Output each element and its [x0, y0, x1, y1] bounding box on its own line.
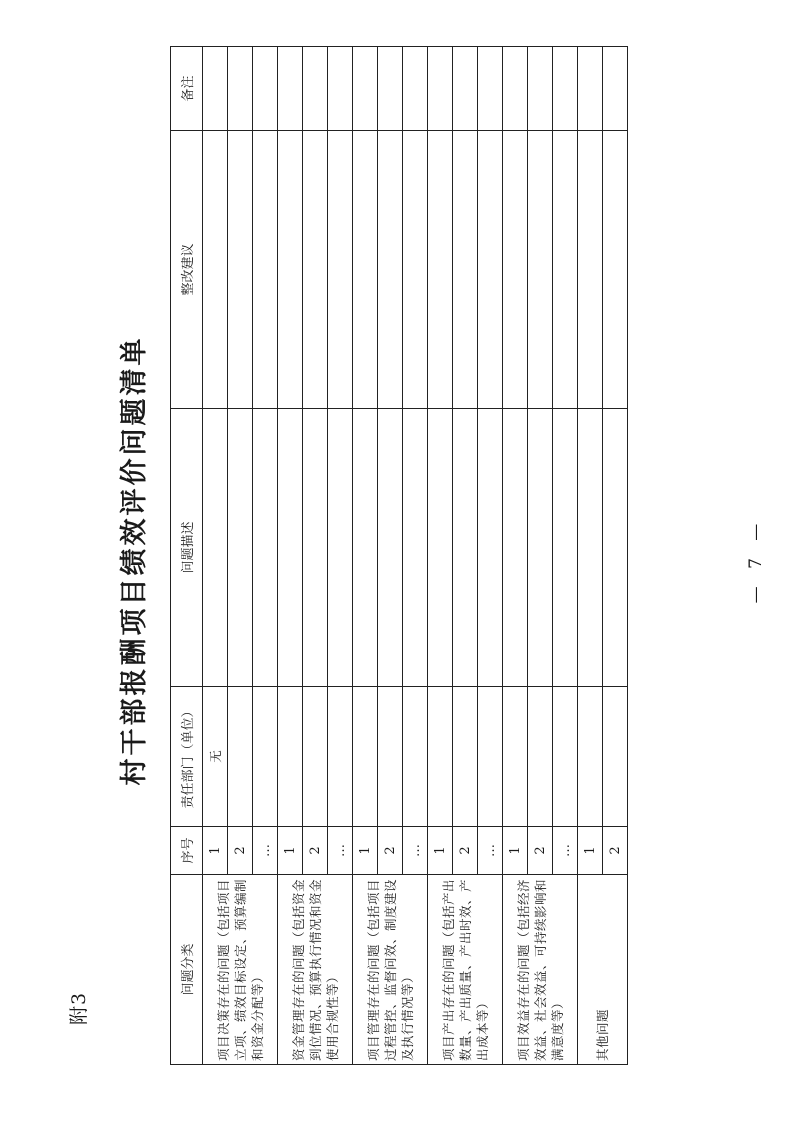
- seq-cell: 2: [378, 827, 403, 875]
- suggest-cell: [303, 131, 328, 409]
- suggest-cell: [253, 131, 278, 409]
- header-note: 备注: [171, 47, 203, 131]
- dept-cell: [553, 687, 578, 827]
- dept-cell: [328, 687, 353, 827]
- category-cell: 项目效益存在的问题（包括经济效益、社会效益、可持续影响和满意度等）: [503, 875, 578, 1065]
- note-cell: [203, 47, 228, 131]
- note-cell: [503, 47, 528, 131]
- desc-cell: [428, 409, 453, 687]
- dept-cell: [453, 687, 478, 827]
- dept-cell: [503, 687, 528, 827]
- note-cell: [553, 47, 578, 131]
- desc-cell: [603, 409, 628, 687]
- page-number: — 7 —: [746, 517, 766, 604]
- desc-cell: [478, 409, 503, 687]
- dept-cell: [478, 687, 503, 827]
- suggest-cell: [503, 131, 528, 409]
- note-cell: [453, 47, 478, 131]
- desc-cell: [578, 409, 603, 687]
- seq-cell: 1: [578, 827, 603, 875]
- seq-cell: 2: [453, 827, 478, 875]
- dept-cell: [403, 687, 428, 827]
- note-cell: [403, 47, 428, 131]
- dept-cell: [528, 687, 553, 827]
- dept-cell: [303, 687, 328, 827]
- note-cell: [478, 47, 503, 131]
- note-cell: [303, 47, 328, 131]
- seq-cell: 2: [303, 827, 328, 875]
- table-row: [203, 47, 228, 1065]
- seq-cell: 2: [603, 827, 628, 875]
- seq-cell: …: [478, 827, 503, 875]
- suggest-cell: [278, 131, 303, 409]
- header-category: 问题分类: [171, 875, 203, 1065]
- desc-cell: [528, 409, 553, 687]
- seq-cell: 1: [353, 827, 378, 875]
- desc-cell: [278, 409, 303, 687]
- desc-cell: [203, 409, 228, 687]
- note-cell: [528, 47, 553, 131]
- suggest-cell: [453, 131, 478, 409]
- table-row: [353, 47, 378, 1065]
- note-cell: [353, 47, 378, 131]
- suggest-cell: [528, 131, 553, 409]
- note-cell: [278, 47, 303, 131]
- dept-cell: [378, 687, 403, 827]
- seq-cell: 1: [278, 827, 303, 875]
- header-seq: 序号: [171, 827, 203, 875]
- dept-cell: [578, 687, 603, 827]
- seq-cell: 1: [503, 827, 528, 875]
- desc-cell: [228, 409, 253, 687]
- category-cell: 其他问题: [578, 875, 628, 1065]
- desc-cell: [378, 409, 403, 687]
- seq-cell: …: [553, 827, 578, 875]
- suggest-cell: [603, 131, 628, 409]
- desc-cell: [453, 409, 478, 687]
- suggest-cell: [228, 131, 253, 409]
- dept-cell: [228, 687, 253, 827]
- desc-cell: [253, 409, 278, 687]
- table-row: [428, 47, 453, 1065]
- dept-cell: [603, 687, 628, 827]
- seq-cell: …: [403, 827, 428, 875]
- category-cell: 项目产出存在的问题（包括产出数量、产出质量、产出时效、产出成本等）: [428, 875, 503, 1065]
- desc-cell: [303, 409, 328, 687]
- header-desc: 问题描述: [171, 409, 203, 687]
- suggest-cell: [403, 131, 428, 409]
- category-cell: 资金管理存在的问题（包括资金到位情况、预算执行情况和资金使用合规性等）: [278, 875, 353, 1065]
- desc-cell: [553, 409, 578, 687]
- table-row: [278, 47, 303, 1065]
- dept-cell: [278, 687, 303, 827]
- suggest-cell: [328, 131, 353, 409]
- suggest-cell: [478, 131, 503, 409]
- table-row: [578, 47, 603, 1065]
- note-cell: [428, 47, 453, 131]
- desc-cell: [328, 409, 353, 687]
- table-header-row: [171, 47, 203, 1065]
- suggest-cell: [353, 131, 378, 409]
- attachment-label: 附3: [68, 991, 90, 1025]
- document-title: 村干部报酬项目绩效评价问题清单: [119, 335, 150, 786]
- dept-cell: [353, 687, 378, 827]
- desc-cell: [403, 409, 428, 687]
- note-cell: [578, 47, 603, 131]
- suggest-cell: [578, 131, 603, 409]
- note-cell: [328, 47, 353, 131]
- seq-cell: …: [253, 827, 278, 875]
- suggest-cell: [553, 131, 578, 409]
- dept-cell: [428, 687, 453, 827]
- dept-cell: 无: [203, 687, 228, 827]
- desc-cell: [503, 409, 528, 687]
- category-cell: 项目管理存在的问题（包括项目过程管控、监督问效、制度建设及执行情况等）: [353, 875, 428, 1065]
- seq-cell: 1: [428, 827, 453, 875]
- note-cell: [378, 47, 403, 131]
- note-cell: [253, 47, 278, 131]
- category-cell: 项目决策存在的问题（包括项目立项、绩效目标设定、预算编制和资金分配等）: [203, 875, 278, 1065]
- note-cell: [228, 47, 253, 131]
- dept-cell: [253, 687, 278, 827]
- table-row: [503, 47, 528, 1065]
- suggest-cell: [378, 131, 403, 409]
- header-suggest: 整改建议: [171, 131, 203, 409]
- note-cell: [603, 47, 628, 131]
- seq-cell: 2: [228, 827, 253, 875]
- problem-list-table: [170, 46, 628, 1065]
- suggest-cell: [428, 131, 453, 409]
- seq-cell: …: [328, 827, 353, 875]
- header-dept: 责任部门（单位）: [171, 687, 203, 827]
- seq-cell: 2: [528, 827, 553, 875]
- suggest-cell: [203, 131, 228, 409]
- seq-cell: 1: [203, 827, 228, 875]
- desc-cell: [353, 409, 378, 687]
